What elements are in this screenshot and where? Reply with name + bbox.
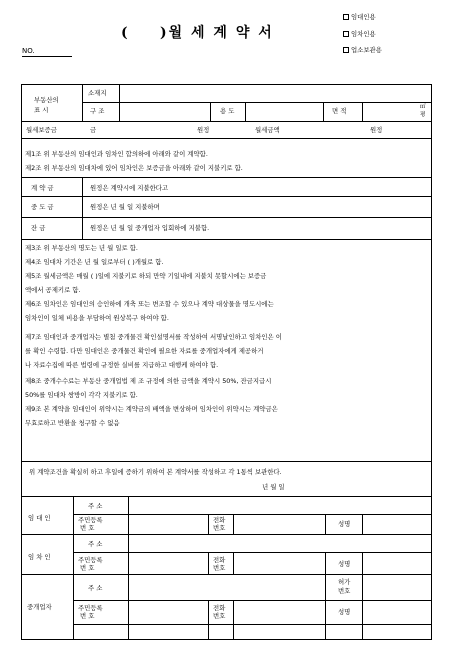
lessee-phone-label-2: 번호 xyxy=(213,564,226,572)
clause-6: 제6조 임차인은 임대인의 승인하에 개축 또는 변조할 수 있으나 계약 대상물을 명도시에는 xyxy=(25,300,274,308)
lessor-copy-checkbox[interactable] xyxy=(343,14,349,20)
agent-label: 중개업자 xyxy=(27,603,52,611)
lessor-address-field[interactable] xyxy=(130,498,430,512)
interim-payment-label: 중 도 금 xyxy=(31,203,54,211)
lessee-name-field[interactable] xyxy=(364,554,430,572)
closing-statement: 위 계약조건을 확실히 하고 후일에 증하기 위하여 본 계약서를 작성하고 각 1통씩 보관한다. xyxy=(29,468,282,476)
down-payment-text: 원정은 계약시에 지불한다고 xyxy=(90,184,169,192)
agent-address-label: 주 소 xyxy=(88,584,103,592)
location-field[interactable] xyxy=(121,86,429,100)
lessor-phone-label: 전화 xyxy=(213,516,226,524)
down-payment-label: 계 약 금 xyxy=(31,184,54,192)
agent-reg-label-2: 번 호 xyxy=(80,612,95,620)
clause-8: 제8조 중개수수료는 부동산 중개업법 제 조 규정에 의한 금액을 계약시 50%, 잔금지급시 xyxy=(25,377,272,385)
lessee-reg-label-2: 번 호 xyxy=(80,564,95,572)
agent-reg-field[interactable] xyxy=(130,602,206,622)
lessee-address-label: 주 소 xyxy=(88,540,103,548)
area-field[interactable] xyxy=(364,104,414,119)
clause-1: 제1조 위 부동산의 임대인과 임차인 합의하에 아래와 같이 계약함. xyxy=(25,150,208,158)
lessor-copy-label: 임대인용 xyxy=(351,13,376,21)
clause-2: 제2조 위 부동산의 임대차에 있어 임차인은 보증금을 아래와 같이 지불키로 함. xyxy=(25,164,243,172)
lessee-phone-label: 전화 xyxy=(213,556,226,564)
clause-7-cont: 를 확인 수령함. 다만 임대인은 중개물건 확인에 필요한 자료를 중개업자에게 제공하거 xyxy=(25,347,264,355)
clause-3: 제3조 위 부동산의 명도는 년 월 일로 함. xyxy=(25,244,138,252)
interim-payment-text: 원정은 년 월 일 지불하며 xyxy=(90,203,160,211)
agent-phone-label-2: 번호 xyxy=(213,612,226,620)
clause-7-cont-2: 나 자료수집에 따른 법령에 규정한 실비를 지급하고 대행케 하여야 함. xyxy=(25,361,219,369)
lessee-label: 임 차 인 xyxy=(28,553,51,561)
balance-payment-label: 잔 금 xyxy=(31,224,46,232)
agent-license-label-2: 번호 xyxy=(338,587,351,595)
lessee-copy-label: 임차인용 xyxy=(351,30,376,38)
clause-7: 제7조 임대인과 중개업자는 별첨 중개물건 확인설명서를 작성하여 서명날인하고 임차인은 이 xyxy=(25,333,282,341)
agent-phone-label: 전화 xyxy=(213,604,226,612)
rent-won-label: 원정 xyxy=(370,126,383,134)
lessee-address-field[interactable] xyxy=(130,536,430,550)
lessee-copy-checkbox[interactable] xyxy=(343,31,349,37)
clause-4: 제4조 임대차 기간은 년 월 일로부터 ( )개월로 함. xyxy=(25,258,164,266)
lessor-phone-label-2: 번호 xyxy=(213,524,226,532)
balance-payment-text: 원정은 년 월 일 중개업자 입회하에 지불함. xyxy=(90,224,210,232)
use-field[interactable] xyxy=(247,104,321,119)
no-label: NO. xyxy=(22,47,35,55)
agent-name-field[interactable] xyxy=(364,602,430,622)
clause-5-cont: 액에서 공제키로 함. xyxy=(25,286,81,294)
lessee-phone-field[interactable] xyxy=(235,554,323,572)
clause-8-cont: 50%를 임대차 쌍방이 각각 지불키로 함. xyxy=(25,391,138,399)
agent-name-label: 성명 xyxy=(338,608,351,616)
deposit-label: 월세보증금 xyxy=(26,126,57,134)
use-label: 용 도 xyxy=(220,107,235,115)
deposit-won-label: 원정 xyxy=(197,126,210,134)
document-title: )월 세 계 약 서 xyxy=(160,25,274,41)
property-label: 부동산의 xyxy=(34,96,59,104)
clause-5: 제5조 월세금액은 매월 ( )일에 지불키로 하되 만약 기일내에 지불치 못할시에는 보증금 xyxy=(25,272,267,280)
agent-license-label: 허가 xyxy=(338,578,351,586)
agent-reg-label: 주민등록 xyxy=(78,604,103,612)
structure-field[interactable] xyxy=(121,104,208,119)
deposit-amount-field[interactable] xyxy=(100,123,194,136)
lessee-reg-field[interactable] xyxy=(130,554,206,572)
clause-9-cont: 무효로하고 반환을 청구할 수 없음 xyxy=(25,419,120,427)
lessor-name-field[interactable] xyxy=(364,516,430,532)
lessee-name-label: 성명 xyxy=(338,560,351,568)
lessor-reg-label-2: 번 호 xyxy=(80,524,95,532)
title-paren: ( xyxy=(121,25,130,41)
agent-license-field[interactable] xyxy=(364,576,430,598)
agent-phone-field[interactable] xyxy=(235,602,323,622)
lessee-reg-label: 주민등록 xyxy=(78,556,103,564)
lessor-label: 임 대 인 xyxy=(28,514,51,522)
agent-address-field[interactable] xyxy=(130,576,323,598)
area-label: 면 적 xyxy=(332,107,347,115)
area-unit-sqm: ㎡ xyxy=(420,104,426,110)
lessor-phone-field[interactable] xyxy=(235,516,323,532)
property-label-2: 표 시 xyxy=(34,106,49,114)
no-underline xyxy=(22,56,72,57)
lessor-name-label: 성명 xyxy=(338,520,351,528)
lessor-reg-field[interactable] xyxy=(130,516,206,532)
office-copy-checkbox[interactable] xyxy=(343,47,349,53)
rent-label: 월세금액 xyxy=(255,126,280,134)
area-unit-pyeong: 평 xyxy=(420,112,426,118)
deposit-money-label: 금 xyxy=(90,126,97,134)
office-copy-label: 업소보관용 xyxy=(351,46,382,54)
lessor-reg-label: 주민등록 xyxy=(78,516,103,524)
contract-date: 년 월 일 xyxy=(262,483,285,491)
clause-6-cont: 임차인이 일체 비용을 부담하여 원상복구 하여야 함. xyxy=(25,314,169,322)
location-label: 소재지 xyxy=(88,89,107,97)
rent-amount-field[interactable] xyxy=(290,123,368,136)
structure-label: 구 조 xyxy=(90,107,105,115)
lessor-address-label: 주 소 xyxy=(88,502,103,510)
clause-9: 제9조 본 계약을 임대인이 위약시는 계약금의 배액을 변상하며 임차인이 위약시는 계약금은 xyxy=(25,405,278,413)
